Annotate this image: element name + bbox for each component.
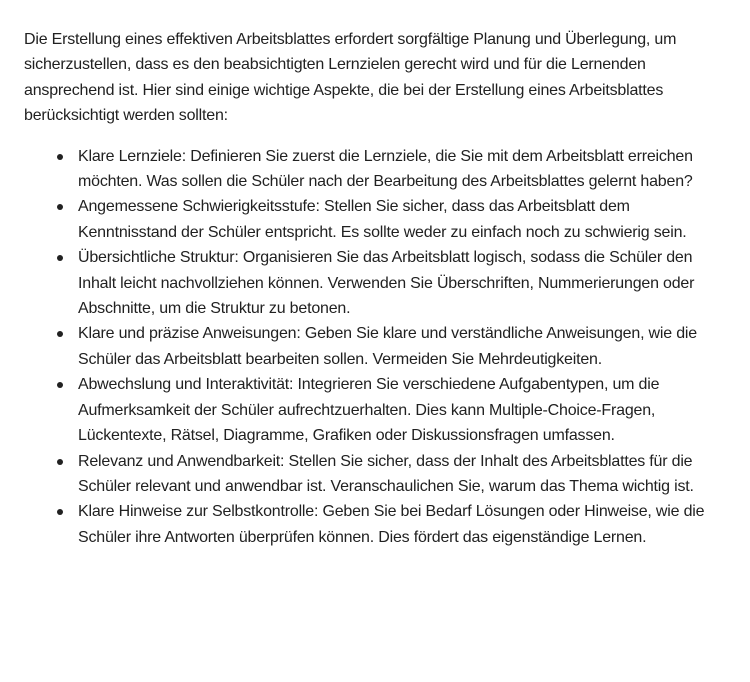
list-item: Übersichtliche Struktur: Organisieren Sie das Arbeitsblatt logisch, sodass die Schüler den Inhalt leicht nachvollziehen können. Verwenden Sie Überschriften, Nummerierungen oder Abschnitte, um die Struktur zu betonen.: [78, 245, 722, 321]
list-item: Abwechslung und Interaktivität: Integrieren Sie verschiedene Aufgabentypen, um die Aufmerksamkeit der Schüler aufrechtzuerhalten. Dies kann Multiple-Choice-Fragen, Lückentexte, Rätsel, Diagramme, Grafiken oder Diskussionsfragen umfassen.: [78, 372, 722, 448]
list-item: Angemessene Schwierigkeitsstufe: Stellen Sie sicher, dass das Arbeitsblatt dem Kenntnisstand der Schüler entspricht. Es sollte weder zu einfach noch zu schwierig sein.: [78, 194, 722, 245]
list-item: Klare Lernziele: Definieren Sie zuerst die Lernziele, die Sie mit dem Arbeitsblatt erreichen möchten. Was sollen die Schüler nach der Bearbeitung des Arbeitsblattes gelernt haben?: [78, 144, 722, 195]
list-item: Klare und präzise Anweisungen: Geben Sie klare und verständliche Anweisungen, wie die Schüler das Arbeitsblatt bearbeiten sollen. Vermeiden Sie Mehrdeutigkeiten.: [78, 321, 722, 372]
intro-paragraph: Die Erstellung eines effektiven Arbeitsblattes erfordert sorgfältige Planung und Überlegung, um sicherzustellen, dass es den beabsichtigten Lernzielen gerecht wird und für die Lernenden ansprechend ist. Hier sind einige wichtige Aspekte, die bei der Erstellung eines Arbeitsblattes berücksichtigt werden sollten:: [24, 31, 677, 125]
bullet-list: [24, 144, 722, 551]
list-item: Relevanz und Anwendbarkeit: Stellen Sie sicher, dass der Inhalt des Arbeitsblattes für die Schüler relevant und anwendbar ist. Veranschaulichen Sie, warum das Thema wichtig ist.: [78, 449, 722, 500]
list-item: Klare Hinweise zur Selbstkontrolle: Geben Sie bei Bedarf Lösungen oder Hinweise, wie die Schüler ihre Antworten überprüfen können. Dies fördert das eigenständige Lernen.: [78, 499, 722, 550]
